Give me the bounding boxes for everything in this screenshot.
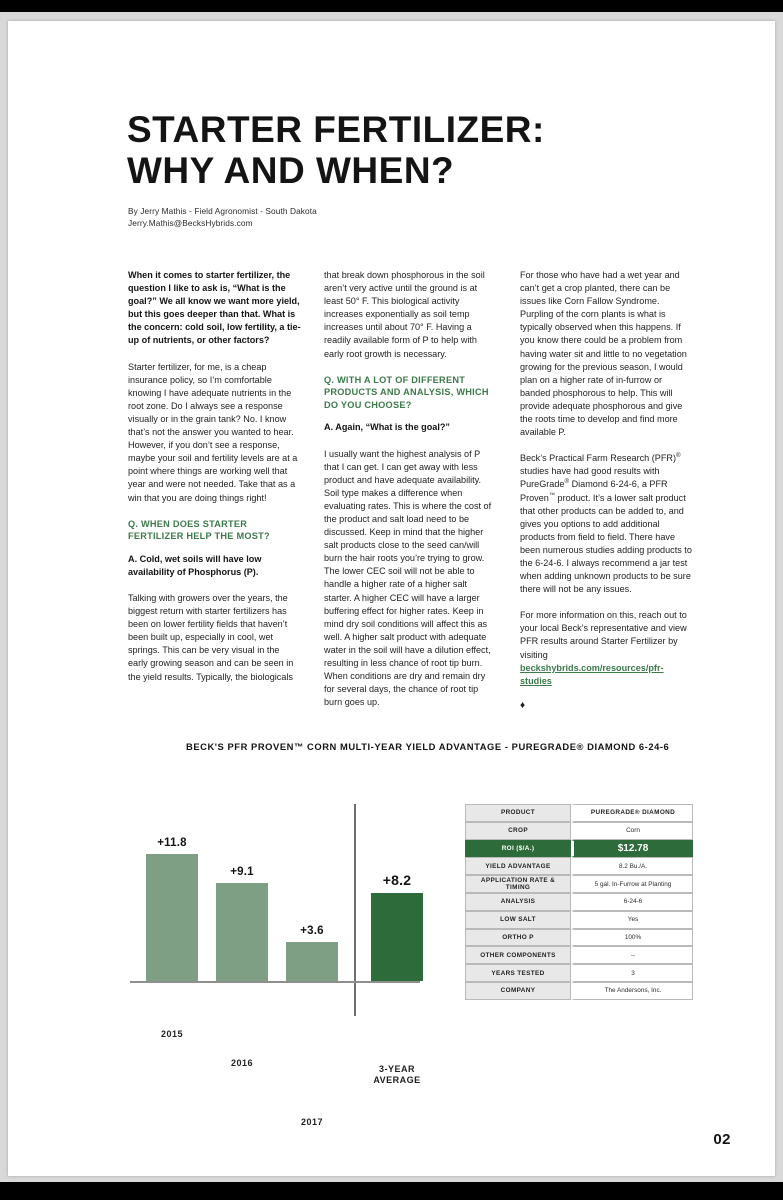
contact-text: For more information on this, reach out to your local Beck’s representative and view PFR results around Starter Fertilizer by visiting xyxy=(520,610,687,660)
bar-category-label: 3-YEAR AVERAGE xyxy=(373,1064,421,1085)
bar-value-label: +3.6 xyxy=(300,925,324,937)
table-row xyxy=(465,911,693,929)
table-row xyxy=(465,857,693,875)
table-row xyxy=(465,929,693,947)
spec-value: The Andersons, Inc. xyxy=(571,982,693,1000)
spec-key: LOW SALT xyxy=(465,911,571,929)
bar-category-label: 2017 xyxy=(300,1117,324,1127)
bar-category-label: 2016 xyxy=(230,1058,254,1068)
table-row xyxy=(465,964,693,982)
spec-table-body xyxy=(465,804,693,1000)
article-body xyxy=(128,269,693,722)
spec-key: YEARS TESTED xyxy=(465,964,571,982)
magazine-page xyxy=(8,21,775,1176)
paragraph: I usually want the highest analysis of P that I can get. I can get away with less product and have adequate availability. Soil type makes a difference when evaluating rates. This is where the cost of the product and salt load need to be discussed. Keep in mind that the higher salt products close to the seed can/will burn the hair roots you’re trying to grow. The lower CEC soil will not be able to handle a higher rate of a higher salt starter. A higher CEC will have a larger buffering effect for higher rates. Keep in mind dry soil conditions will affect this as well. A higher salt product with adequate water in the soil will have a dilution effect, resulting in less chance of root tip burn. When conditions are dry and remain dry for several days, the chance of root tip burn goes up. xyxy=(324,448,492,708)
chart-baseline-axis xyxy=(130,981,420,983)
paragraph-pfr xyxy=(520,452,693,596)
bar-category-label: 2015 xyxy=(160,1029,184,1039)
page-title xyxy=(127,109,687,191)
table-row xyxy=(465,875,693,893)
spec-key: ANALYSIS xyxy=(465,893,571,911)
spec-value: 3 xyxy=(571,964,693,982)
registered-mark-icon: ® xyxy=(675,452,681,460)
page-number: 02 xyxy=(713,1131,731,1148)
spec-value: 6-24-6 xyxy=(571,893,693,911)
bar-value-label: +9.1 xyxy=(230,866,254,878)
spec-key: CROP xyxy=(465,822,571,840)
registered-mark-icon: ® xyxy=(564,478,570,486)
paragraph-contact xyxy=(520,609,693,688)
spec-value: 5 gal. In-Furrow at Planting xyxy=(571,875,693,893)
letterbox-top xyxy=(0,0,783,12)
bar-group-2016 xyxy=(216,866,268,1068)
paragraph: When it comes to starter fertilizer, the question I like to ask is, “What is the goal?” We all know we want more yield, but this goes deeper than that. What is the concern: cold soil, low fertility, a tie-up of nutrients, or other factors? xyxy=(128,270,301,346)
table-row xyxy=(465,982,693,1000)
table-row xyxy=(465,893,693,911)
paragraph: For those who have had a wet year and can’t get a crop planted, there can be issues like Corn Fallow Syndrome. Purpling of the corn plants is what is typically observed when this happens. If you know there could be a problem from having water sit and little to no vegetation growing for the previous season, I would plan on a higher rate of in-furrow or banded phosphorous to help. This will provide adequate phosphorous and give the roots time to develop and find more available P. xyxy=(520,270,687,438)
bar-group-2017 xyxy=(286,925,338,1127)
product-spec-table xyxy=(465,804,693,1000)
spec-key: COMPANY xyxy=(465,982,571,1000)
question-heading: Q. WITH A LOT OF DIFFERENT PRODUCTS AND ANALYSIS, WHICH DO YOU CHOOSE? xyxy=(324,374,489,410)
letterbox-bottom xyxy=(0,1182,783,1200)
spec-key: PRODUCT xyxy=(465,804,571,822)
figure xyxy=(128,796,693,1127)
spec-key: ORTHO P xyxy=(465,929,571,947)
paragraph: Talking with growers over the years, the biggest return with starter fertilizers has been on lower fertility fields that haven’t been built up, especially in cool, wet springs. This can be very visual in the early growing season and can be seen in the yield results. Typically, the biologicals xyxy=(128,592,294,682)
pfr-studies-link[interactable]: beckshybrids.com/resources/pfr-studies xyxy=(520,662,664,686)
pfr-text-3: Diamond 6-24-6, a PFR Proven xyxy=(520,479,668,503)
spec-value: 8.2 Bu./A. xyxy=(571,857,693,875)
article-column-1 xyxy=(128,269,301,722)
spec-value: $12.78 xyxy=(571,840,693,858)
answer-text: A. Cold, wet soils will have low availability of Phosphorus (P). xyxy=(128,553,262,577)
table-row xyxy=(465,840,693,858)
article-column-3 xyxy=(520,269,693,722)
pfr-text-1: Beck’s Practical Farm Research (PFR) xyxy=(520,453,676,464)
paragraph: Starter fertilizer, for me, is a cheap insurance policy, so I’m comfortable knowing I have adequate nutrients in the root zone. Do I always see a response visually or in the grain tank? No. I know that’s not the answer you wanted to hear. However, if you don’t see a response, maybe your soil and fertility levels are at a point where things are working well that year and were not needed. Take that as a win that you are doing things right! xyxy=(128,361,298,503)
bar-2015 xyxy=(146,854,198,981)
spec-value: 100% xyxy=(571,929,693,947)
spec-value: -- xyxy=(571,946,693,964)
bar-three-year-average xyxy=(371,893,423,981)
table-row xyxy=(465,946,693,964)
end-of-article-mark-icon: ♦ xyxy=(520,699,526,711)
table-row xyxy=(465,822,693,840)
spec-value: Yes xyxy=(571,911,693,929)
byline-email: Jerry.Mathis@BecksHybrids.com xyxy=(128,217,253,228)
bar-2017 xyxy=(286,942,338,981)
paragraph: that break down phosphorous in the soil aren’t very active until the ground is at least 50° F. This biological activity increases exponentially as soil temp increases until about 70° F. Having a readily available form of P to help with early root growth is necessary. xyxy=(324,270,485,359)
headline-line-2: WHY AND WHEN? xyxy=(127,149,455,191)
spec-value: PUREGRADE® DIAMOND xyxy=(571,804,693,822)
bar-2016 xyxy=(216,883,268,981)
question-heading: Q. WHEN DOES STARTER FERTILIZER HELP THE MOST? xyxy=(128,518,270,542)
article-column-2 xyxy=(324,269,497,722)
bar-group-three-year-average xyxy=(371,872,423,1085)
pfr-text-2: studies have had good results with PureGrade xyxy=(520,466,660,490)
bar-value-label: +8.2 xyxy=(382,872,412,888)
bar-group-2015 xyxy=(146,837,198,1039)
pfr-text-4: product. It’s a lower salt product that other products can be added to, and gives you options to add additional products from field to field. There have been numerous studies adding products to the 6-24-6. I always recommend a jar test when adding unknown products to be sure there will not be any issues. xyxy=(520,492,692,595)
spec-key: APPLICATION RATE & TIMING xyxy=(465,875,571,893)
spec-key: YIELD ADVANTAGE xyxy=(465,857,571,875)
bar-chart xyxy=(128,796,428,1127)
byline-author: By Jerry Mathis - Field Agronomist - South Dakota xyxy=(128,206,317,216)
bar-value-label: +11.8 xyxy=(157,837,187,849)
byline xyxy=(128,206,548,229)
spec-key: ROI ($/A.) xyxy=(465,840,571,858)
spec-value: Corn xyxy=(571,822,693,840)
answer-text: A. Again, “What is the goal?” xyxy=(324,422,450,433)
table-row-header xyxy=(465,804,693,822)
chart-title: BECK'S PFR PROVEN™ CORN MULTI-YEAR YIELD ADVANTAGE - PUREGRADE® DIAMOND 6-24-6 xyxy=(186,741,670,752)
spec-key: OTHER COMPONENTS xyxy=(465,946,571,964)
chart-divider-rule xyxy=(354,804,356,1016)
trademark-mark-icon: ™ xyxy=(548,491,555,499)
headline-line-1: STARTER FERTILIZER: xyxy=(127,108,545,150)
